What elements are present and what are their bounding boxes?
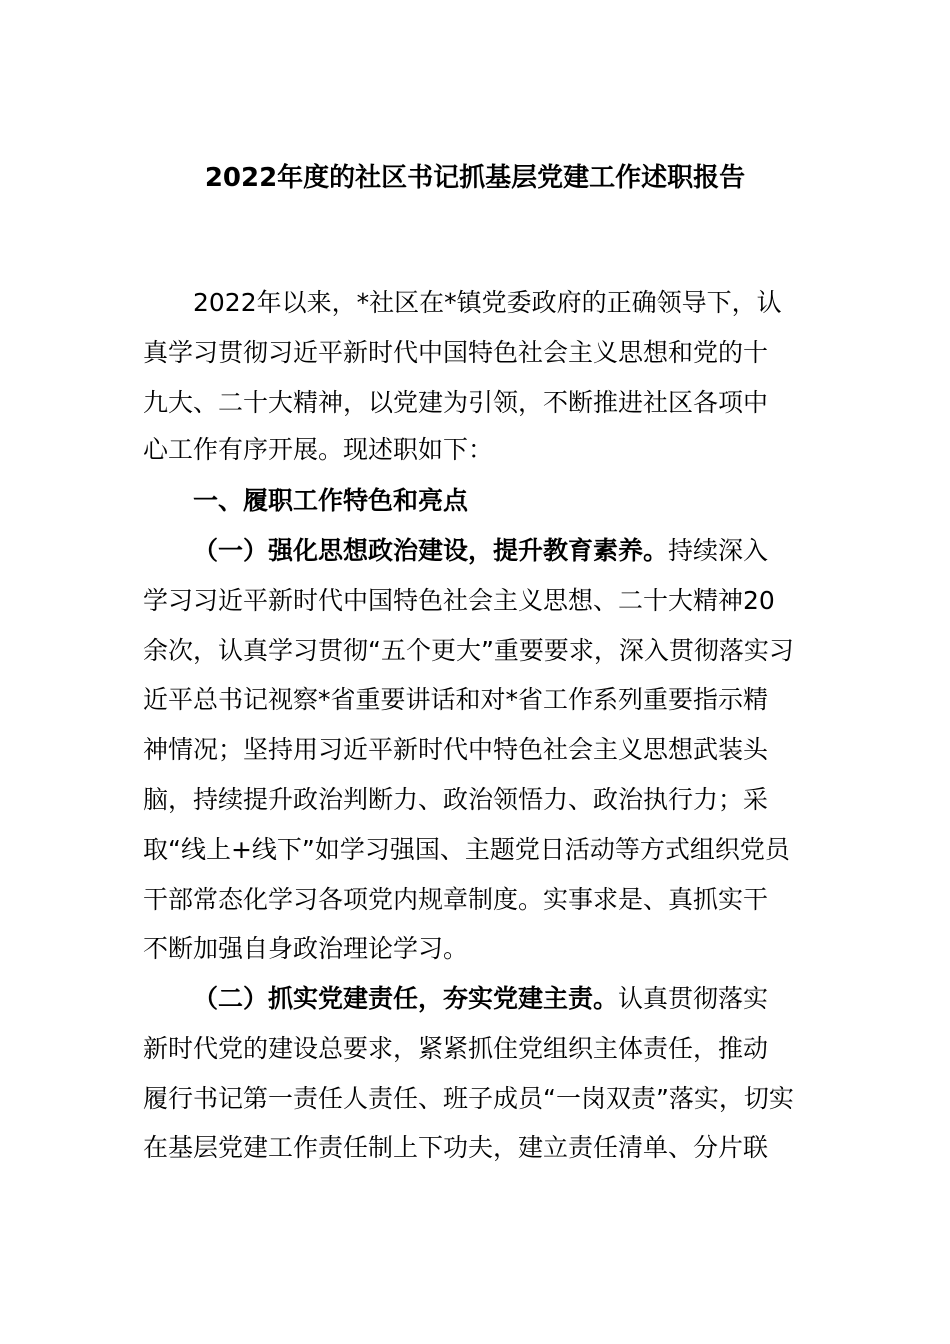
item2-line: 在基层党建工作责任制上下功夫，建立责任清单、分片联 [143, 1133, 769, 1162]
item1-line: 不断加强自身政治理论学习。 [143, 934, 469, 963]
item2-first-line [193, 979, 768, 1019]
item1-line: 余次，认真学习贯彻“五个更大”重要要求，深入贯彻落实习 [143, 636, 794, 665]
item2-first-line-rest: 认真贯彻落实 [618, 984, 769, 1013]
intro-line-3: 九大、二十大精神，以党建为引领，不断推进社区各项中 [143, 388, 769, 417]
item1-line: 脑，持续提升政治判断力、政治领悟力、政治执行力；采 [143, 785, 769, 814]
item1-line: 干部常态化学习各项党内规章制度。实事求是、真抓实干 [143, 885, 769, 914]
item1-line: 学习习近平新时代中国特色社会主义思想、二十大精神20 [143, 586, 775, 615]
document-title: 2022年度的社区书记抓基层党建工作述职报告 [204, 163, 746, 193]
item1-line: 近平总书记视察*省重要讲话和对*省工作系列重要指示精 [143, 685, 769, 714]
intro-line-4: 心工作有序开展。现述职如下： [143, 435, 494, 464]
item2-line: 新时代党的建设总要求，紧紧抓住党组织主体责任，推动 [143, 1034, 769, 1063]
intro-line-2: 真学习贯彻习近平新时代中国特色社会主义思想和党的十 [143, 338, 769, 367]
item1-line: 取“线上+线下”如学习强国、主题党日活动等方式组织党员 [143, 835, 790, 864]
section-heading-1: 一、履职工作特色和亮点 [193, 486, 469, 515]
item2-line: 履行书记第一责任人责任、班子成员“一岗双责”落实，切实 [143, 1084, 794, 1113]
intro-line-1: 2022年以来，*社区在*镇党委政府的正确领导下，认 [193, 288, 782, 317]
item1-first-line [193, 531, 768, 571]
item2-heading: （二）抓实党建责任，夯实党建主责。 [193, 984, 619, 1013]
item1-heading: （一）强化思想政治建设，提升教育素养。 [193, 536, 669, 565]
item1-line: 神情况；坚持用习近平新时代中特色社会主义思想武装头 [143, 735, 769, 764]
item1-first-line-rest: 持续深入 [668, 536, 769, 565]
